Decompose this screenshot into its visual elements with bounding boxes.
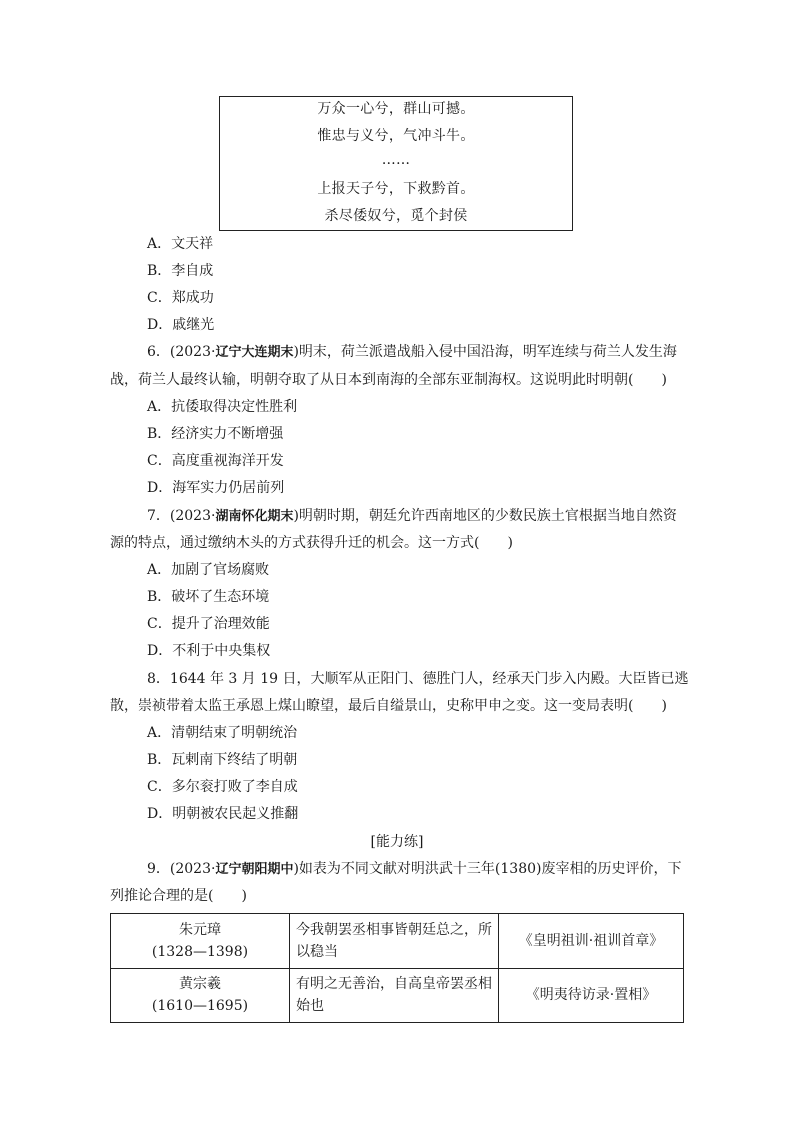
person-years: (1328—1398) <box>151 943 249 960</box>
q6-stem <box>147 343 677 362</box>
q6-stem-cont: 战，荷兰人最终认输，明朝夺取了从日本到南海的全部东亚制海权。这说明此时明朝( ) <box>110 372 667 388</box>
table-row <box>111 968 684 1023</box>
person-name: 朱元璋 <box>179 921 221 938</box>
table-cell-quote <box>290 914 499 969</box>
q7-option-a[interactable]: A．加剧了官场腐败 <box>147 562 270 578</box>
q8-option-b[interactable]: B．瓦剌南下终结了明朝 <box>147 752 298 768</box>
q7-option-d[interactable]: D．不利于中央集权 <box>147 643 271 659</box>
section-title: [能力练] <box>370 834 424 850</box>
q7-source: 湖南怀化期末 <box>215 509 294 524</box>
evaluation-table <box>110 913 684 1023</box>
table-cell-quote <box>290 968 499 1023</box>
table-row <box>111 914 684 969</box>
q9-source: 辽宁朝阳期中 <box>215 862 294 877</box>
quote-line: 以稳当 <box>296 943 338 960</box>
person-years: (1610—1695) <box>151 998 249 1015</box>
q6-option-c[interactable]: C．高度重视海洋开发 <box>147 453 284 469</box>
poem-line: …… <box>381 152 411 168</box>
q7-stem <box>147 507 677 526</box>
poem-line: 上报天子兮，下救黔首。 <box>317 181 475 197</box>
q6-number: 6．(2023· <box>147 344 216 360</box>
q6-option-b[interactable]: B．经济实力不断增强 <box>147 426 284 442</box>
q5-option-c[interactable]: C．郑成功 <box>147 290 214 306</box>
table-cell-person <box>111 914 290 969</box>
q9-stem-text: )如表为不同文献对明洪武十三年(1380)废宰相的历史评价，下 <box>293 861 682 877</box>
q6-option-d[interactable]: D．海军实力仍居前列 <box>147 480 285 496</box>
table-cell-source: 《明夷待访录·置相》 <box>499 968 684 1023</box>
q7-stem-cont: 源的特点，通过缴纳木头的方式获得升迁的机会。这一方式( ) <box>110 535 513 551</box>
quote-line: 始也 <box>296 998 324 1015</box>
q7-number: 7．(2023· <box>147 508 216 524</box>
q8-option-a[interactable]: A．清朝结束了明朝统治 <box>147 725 298 741</box>
q6-source: 辽宁大连期末 <box>215 345 294 360</box>
q8-option-c[interactable]: C．多尔衮打败了李自成 <box>147 779 298 795</box>
poem-line: 万众一心兮，群山可撼。 <box>317 101 475 117</box>
q6-stem-text: )明末，荷兰派遣战船入侵中国沿海，明军连续与荷兰人发生海 <box>293 344 677 360</box>
person-name: 黄宗羲 <box>179 976 221 993</box>
q7-option-b[interactable]: B．破坏了生态环境 <box>147 589 270 605</box>
q7-stem-text: )明朝时期，朝廷允许西南地区的少数民族土官根据当地自然资 <box>293 508 677 524</box>
poem-line: 惟忠与义兮，气冲斗牛。 <box>317 128 475 144</box>
q5-option-d[interactable]: D．戚继光 <box>147 317 215 333</box>
q9-stem <box>147 860 681 879</box>
q9-number: 9．(2023· <box>147 861 216 877</box>
q9-stem-cont: 列推论合理的是( ) <box>110 888 247 904</box>
poem-line: 杀尽倭奴兮，觅个封侯 <box>324 208 468 224</box>
quote-line: 有明之无善治，自高皇帝罢丞相 <box>296 976 492 993</box>
q6-option-a[interactable]: A．抗倭取得决定性胜利 <box>147 399 298 415</box>
table-cell-person <box>111 968 290 1023</box>
poem-box <box>219 96 573 231</box>
q8-stem: 8．1644 年 3 月 19 日，大顺军从正阳门、德胜门人，经承天门步入内殿。大臣皆已逃 <box>147 671 689 687</box>
quote-line: 今我朝罢丞相事皆朝廷总之，所 <box>296 921 492 938</box>
q8-stem-cont: 散，崇祯带着太监王承恩上煤山瞭望，最后自缢景山，史称甲申之变。这一变局表明( ) <box>110 698 667 714</box>
q5-option-a[interactable]: A．文天祥 <box>147 236 214 252</box>
q7-option-c[interactable]: C．提升了治理效能 <box>147 616 270 632</box>
table-cell-source: 《皇明祖训·祖训首章》 <box>499 914 684 969</box>
q5-option-b[interactable]: B．李自成 <box>147 263 214 279</box>
q8-option-d[interactable]: D．明朝被农民起义推翻 <box>147 806 299 822</box>
